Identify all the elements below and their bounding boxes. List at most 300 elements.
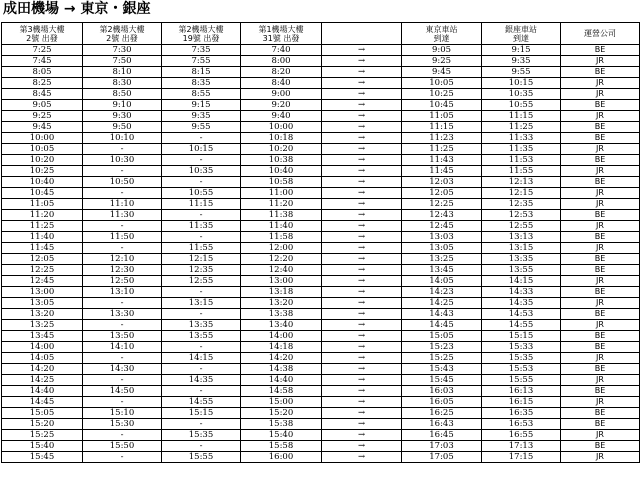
cell-t3-departure: 10:45 [2,188,83,199]
header-t2-gate19: 第2機場大樓 19號 出發 [162,23,241,45]
cell-ginza-arrival: 13:15 [482,243,561,254]
cell-t1-departure: 15:40 [241,430,322,441]
cell-t2-gate19-departure: - [162,386,241,397]
header-row [2,23,640,45]
header-tokyo-station: 東京車站 到達 [402,23,482,45]
table-row [2,199,640,210]
cell-direction-arrow: → [322,177,402,188]
cell-t2-gate2-departure: 10:30 [83,155,162,166]
cell-tokyo-arrival: 12:25 [402,199,482,210]
cell-t1-departure: 11:38 [241,210,322,221]
cell-ginza-arrival: 14:15 [482,276,561,287]
cell-t2-gate2-departure: 8:10 [83,67,162,78]
cell-t2-gate2-departure: 14:30 [83,364,162,375]
cell-tokyo-arrival: 12:05 [402,188,482,199]
cell-t2-gate2-departure: 13:50 [83,331,162,342]
cell-t2-gate19-departure: 15:35 [162,430,241,441]
cell-ginza-arrival: 12:35 [482,199,561,210]
cell-direction-arrow: → [322,430,402,441]
cell-direction-arrow: → [322,375,402,386]
cell-t2-gate19-departure: 8:35 [162,78,241,89]
cell-operator: JR [561,111,640,122]
cell-t3-departure: 15:40 [2,441,83,452]
cell-tokyo-arrival: 16:45 [402,430,482,441]
cell-t1-departure: 10:00 [241,122,322,133]
cell-direction-arrow: → [322,287,402,298]
timetable-body [2,45,640,463]
cell-operator: BE [561,287,640,298]
table-row [2,67,640,78]
header-t2-gate2: 第2機場大樓 2號 出發 [83,23,162,45]
cell-t2-gate19-departure: - [162,232,241,243]
cell-t2-gate2-departure: 11:30 [83,210,162,221]
cell-operator: BE [561,232,640,243]
cell-ginza-arrival: 12:55 [482,221,561,232]
cell-tokyo-arrival: 13:25 [402,254,482,265]
cell-t1-departure: 14:58 [241,386,322,397]
cell-t3-departure: 13:25 [2,320,83,331]
cell-direction-arrow: → [322,265,402,276]
cell-t2-gate19-departure: 15:15 [162,408,241,419]
cell-operator: JR [561,243,640,254]
cell-t2-gate19-departure: 9:55 [162,122,241,133]
cell-t2-gate19-departure: - [162,309,241,320]
cell-ginza-arrival: 16:55 [482,430,561,441]
cell-t2-gate19-departure: 14:35 [162,375,241,386]
cell-t3-departure: 14:05 [2,353,83,364]
cell-t2-gate19-departure: - [162,364,241,375]
cell-direction-arrow: → [322,45,402,56]
cell-tokyo-arrival: 14:05 [402,276,482,287]
cell-ginza-arrival: 13:35 [482,254,561,265]
cell-tokyo-arrival: 15:23 [402,342,482,353]
cell-direction-arrow: → [322,144,402,155]
cell-tokyo-arrival: 16:05 [402,397,482,408]
cell-t2-gate2-departure: 13:10 [83,287,162,298]
cell-direction-arrow: → [322,276,402,287]
cell-direction-arrow: → [322,243,402,254]
cell-operator: BE [561,45,640,56]
table-row [2,276,640,287]
cell-direction-arrow: → [322,100,402,111]
cell-ginza-arrival: 16:53 [482,419,561,430]
cell-tokyo-arrival: 10:05 [402,78,482,89]
cell-t1-departure: 13:40 [241,320,322,331]
cell-ginza-arrival: 11:25 [482,122,561,133]
cell-t3-departure: 9:25 [2,111,83,122]
cell-t3-departure: 14:45 [2,397,83,408]
table-row [2,265,640,276]
cell-tokyo-arrival: 11:23 [402,133,482,144]
cell-operator: BE [561,177,640,188]
cell-t2-gate19-departure: - [162,177,241,188]
cell-tokyo-arrival: 11:25 [402,144,482,155]
cell-t3-departure: 10:25 [2,166,83,177]
cell-ginza-arrival: 10:55 [482,100,561,111]
cell-t1-departure: 12:20 [241,254,322,265]
table-row [2,133,640,144]
cell-t3-departure: 8:25 [2,78,83,89]
table-row [2,375,640,386]
cell-t1-departure: 10:18 [241,133,322,144]
cell-ginza-arrival: 15:35 [482,353,561,364]
cell-direction-arrow: → [322,298,402,309]
cell-t2-gate2-departure: 9:10 [83,100,162,111]
cell-tokyo-arrival: 10:45 [402,100,482,111]
cell-operator: JR [561,430,640,441]
cell-t1-departure: 11:58 [241,232,322,243]
cell-ginza-arrival: 15:33 [482,342,561,353]
header-arrow [322,23,402,45]
cell-t3-departure: 13:00 [2,287,83,298]
cell-t1-departure: 12:00 [241,243,322,254]
cell-ginza-arrival: 13:55 [482,265,561,276]
cell-t2-gate2-departure: 12:30 [83,265,162,276]
cell-operator: JR [561,188,640,199]
cell-t3-departure: 12:45 [2,276,83,287]
table-row [2,419,640,430]
cell-ginza-arrival: 11:55 [482,166,561,177]
cell-operator: JR [561,166,640,177]
cell-operator: BE [561,342,640,353]
cell-operator: BE [561,67,640,78]
cell-ginza-arrival: 14:53 [482,309,561,320]
cell-t1-departure: 13:00 [241,276,322,287]
cell-t3-departure: 10:40 [2,177,83,188]
cell-t1-departure: 14:18 [241,342,322,353]
cell-direction-arrow: → [322,232,402,243]
cell-t1-departure: 10:58 [241,177,322,188]
cell-t1-departure: 14:20 [241,353,322,364]
cell-operator: BE [561,441,640,452]
cell-operator: JR [561,89,640,100]
table-row [2,386,640,397]
table-row [2,144,640,155]
table-row [2,254,640,265]
cell-t3-departure: 8:05 [2,67,83,78]
cell-t2-gate19-departure: 10:35 [162,166,241,177]
cell-t3-departure: 15:05 [2,408,83,419]
cell-t2-gate2-departure: - [83,320,162,331]
cell-t3-departure: 15:45 [2,452,83,463]
cell-t2-gate2-departure: - [83,452,162,463]
cell-operator: BE [561,254,640,265]
cell-t2-gate2-departure: - [83,375,162,386]
cell-direction-arrow: → [322,364,402,375]
cell-operator: BE [561,309,640,320]
table-row [2,177,640,188]
cell-ginza-arrival: 11:35 [482,144,561,155]
table-row [2,56,640,67]
table-row [2,342,640,353]
cell-t2-gate2-departure: - [83,397,162,408]
cell-operator: BE [561,133,640,144]
cell-t2-gate2-departure: - [83,221,162,232]
cell-direction-arrow: → [322,441,402,452]
cell-ginza-arrival: 9:15 [482,45,561,56]
cell-t3-departure: 13:45 [2,331,83,342]
cell-ginza-arrival: 9:35 [482,56,561,67]
cell-direction-arrow: → [322,309,402,320]
cell-t2-gate2-departure: 15:30 [83,419,162,430]
cell-tokyo-arrival: 16:03 [402,386,482,397]
cell-tokyo-arrival: 12:03 [402,177,482,188]
cell-t1-departure: 15:38 [241,419,322,430]
cell-direction-arrow: → [322,56,402,67]
cell-t2-gate19-departure: - [162,210,241,221]
cell-t2-gate2-departure: 12:50 [83,276,162,287]
cell-t2-gate19-departure: - [162,342,241,353]
cell-ginza-arrival: 16:35 [482,408,561,419]
table-row [2,364,640,375]
cell-t1-departure: 10:38 [241,155,322,166]
cell-ginza-arrival: 10:35 [482,89,561,100]
table-row [2,298,640,309]
cell-ginza-arrival: 15:15 [482,331,561,342]
table-row [2,232,640,243]
cell-t2-gate19-departure: - [162,133,241,144]
cell-tokyo-arrival: 14:25 [402,298,482,309]
cell-t1-departure: 9:40 [241,111,322,122]
cell-t3-departure: 9:45 [2,122,83,133]
cell-t2-gate19-departure: 11:55 [162,243,241,254]
cell-t3-departure: 10:05 [2,144,83,155]
table-row [2,408,640,419]
cell-direction-arrow: → [322,199,402,210]
cell-ginza-arrival: 14:35 [482,298,561,309]
cell-t2-gate2-departure: - [83,243,162,254]
cell-t2-gate19-departure: 12:55 [162,276,241,287]
table-row [2,287,640,298]
cell-tokyo-arrival: 11:45 [402,166,482,177]
cell-t3-departure: 15:20 [2,419,83,430]
cell-tokyo-arrival: 9:45 [402,67,482,78]
cell-t1-departure: 8:00 [241,56,322,67]
cell-t2-gate19-departure: 9:15 [162,100,241,111]
table-row [2,441,640,452]
cell-t2-gate2-departure: - [83,353,162,364]
cell-ginza-arrival: 17:13 [482,441,561,452]
cell-t2-gate2-departure: 9:30 [83,111,162,122]
cell-t3-departure: 13:05 [2,298,83,309]
cell-tokyo-arrival: 16:25 [402,408,482,419]
cell-operator: BE [561,155,640,166]
cell-tokyo-arrival: 14:43 [402,309,482,320]
cell-operator: JR [561,78,640,89]
cell-ginza-arrival: 11:15 [482,111,561,122]
table-row [2,89,640,100]
cell-ginza-arrival: 12:13 [482,177,561,188]
cell-ginza-arrival: 12:53 [482,210,561,221]
cell-t1-departure: 14:38 [241,364,322,375]
cell-tokyo-arrival: 15:25 [402,353,482,364]
cell-t2-gate19-departure: 13:35 [162,320,241,331]
cell-t1-departure: 12:40 [241,265,322,276]
cell-ginza-arrival: 13:13 [482,232,561,243]
cell-operator: JR [561,320,640,331]
cell-direction-arrow: → [322,408,402,419]
cell-t2-gate2-departure: 10:10 [83,133,162,144]
table-row [2,221,640,232]
table-row [2,430,640,441]
cell-t2-gate19-departure: 8:55 [162,89,241,100]
cell-direction-arrow: → [322,419,402,430]
cell-t2-gate2-departure: 15:10 [83,408,162,419]
cell-t2-gate19-departure: 7:35 [162,45,241,56]
cell-t3-departure: 15:25 [2,430,83,441]
cell-t3-departure: 7:25 [2,45,83,56]
cell-direction-arrow: → [322,397,402,408]
cell-tokyo-arrival: 17:05 [402,452,482,463]
cell-t1-departure: 16:00 [241,452,322,463]
cell-direction-arrow: → [322,210,402,221]
table-row [2,111,640,122]
cell-tokyo-arrival: 11:43 [402,155,482,166]
cell-direction-arrow: → [322,342,402,353]
cell-t2-gate2-departure: 8:50 [83,89,162,100]
cell-direction-arrow: → [322,111,402,122]
cell-ginza-arrival: 14:55 [482,320,561,331]
cell-t3-departure: 13:20 [2,309,83,320]
cell-direction-arrow: → [322,331,402,342]
cell-operator: BE [561,210,640,221]
table-row [2,353,640,364]
cell-t2-gate19-departure: 11:35 [162,221,241,232]
cell-ginza-arrival: 10:15 [482,78,561,89]
cell-tokyo-arrival: 9:05 [402,45,482,56]
cell-t1-departure: 8:20 [241,67,322,78]
cell-operator: JR [561,276,640,287]
cell-tokyo-arrival: 11:15 [402,122,482,133]
cell-tokyo-arrival: 12:43 [402,210,482,221]
cell-operator: BE [561,386,640,397]
cell-direction-arrow: → [322,188,402,199]
cell-t2-gate19-departure: 12:15 [162,254,241,265]
cell-t2-gate2-departure: 14:50 [83,386,162,397]
cell-t2-gate19-departure: 10:15 [162,144,241,155]
cell-operator: BE [561,122,640,133]
cell-t3-departure: 14:00 [2,342,83,353]
cell-t1-departure: 8:40 [241,78,322,89]
cell-t3-departure: 12:05 [2,254,83,265]
cell-direction-arrow: → [322,133,402,144]
cell-t3-departure: 9:05 [2,100,83,111]
table-row [2,166,640,177]
cell-t3-departure: 14:25 [2,375,83,386]
table-row [2,122,640,133]
cell-t3-departure: 11:20 [2,210,83,221]
cell-t2-gate2-departure: 11:50 [83,232,162,243]
cell-t1-departure: 14:00 [241,331,322,342]
cell-t1-departure: 9:00 [241,89,322,100]
cell-operator: JR [561,452,640,463]
cell-tokyo-arrival: 10:25 [402,89,482,100]
cell-tokyo-arrival: 17:03 [402,441,482,452]
cell-ginza-arrival: 16:13 [482,386,561,397]
cell-t2-gate2-departure: 9:50 [83,122,162,133]
cell-ginza-arrival: 9:55 [482,67,561,78]
header-operator: 運營公司 [561,23,640,45]
cell-t2-gate2-departure: - [83,166,162,177]
table-row [2,397,640,408]
cell-direction-arrow: → [322,155,402,166]
cell-operator: JR [561,144,640,155]
cell-t1-departure: 15:20 [241,408,322,419]
cell-t3-departure: 11:45 [2,243,83,254]
cell-ginza-arrival: 11:53 [482,155,561,166]
cell-t1-departure: 7:40 [241,45,322,56]
cell-direction-arrow: → [322,122,402,133]
cell-direction-arrow: → [322,221,402,232]
cell-t2-gate2-departure: - [83,430,162,441]
cell-operator: JR [561,298,640,309]
cell-t2-gate2-departure: 10:50 [83,177,162,188]
cell-t2-gate2-departure: 12:10 [83,254,162,265]
cell-t2-gate19-departure: 13:15 [162,298,241,309]
cell-t3-departure: 11:40 [2,232,83,243]
page-title: 成田機場 → 東京・銀座 [3,1,151,17]
cell-t2-gate2-departure: - [83,188,162,199]
cell-ginza-arrival: 11:33 [482,133,561,144]
cell-t2-gate19-departure: 10:55 [162,188,241,199]
cell-tokyo-arrival: 11:05 [402,111,482,122]
cell-t2-gate2-departure: 13:30 [83,309,162,320]
cell-operator: JR [561,375,640,386]
table-row [2,78,640,89]
cell-direction-arrow: → [322,254,402,265]
cell-operator: JR [561,397,640,408]
cell-tokyo-arrival: 13:03 [402,232,482,243]
cell-direction-arrow: → [322,452,402,463]
cell-operator: BE [561,419,640,430]
cell-t2-gate19-departure: 7:55 [162,56,241,67]
cell-operator: BE [561,364,640,375]
cell-direction-arrow: → [322,67,402,78]
cell-operator: JR [561,199,640,210]
cell-t3-departure: 10:20 [2,155,83,166]
cell-ginza-arrival: 16:15 [482,397,561,408]
cell-tokyo-arrival: 16:43 [402,419,482,430]
cell-direction-arrow: → [322,166,402,177]
cell-t3-departure: 12:25 [2,265,83,276]
bus-timetable [1,22,640,463]
cell-operator: BE [561,331,640,342]
table-row [2,210,640,221]
cell-t2-gate19-departure: 15:55 [162,452,241,463]
cell-t3-departure: 8:45 [2,89,83,100]
cell-t2-gate19-departure: 14:55 [162,397,241,408]
cell-t2-gate19-departure: - [162,419,241,430]
cell-tokyo-arrival: 14:45 [402,320,482,331]
table-row [2,452,640,463]
table-row [2,100,640,111]
header-t1-gate31: 第1機場大樓 31號 出發 [241,23,322,45]
cell-operator: BE [561,265,640,276]
table-row [2,331,640,342]
cell-t3-departure: 14:40 [2,386,83,397]
cell-t2-gate19-departure: 14:15 [162,353,241,364]
cell-operator: BE [561,100,640,111]
cell-t2-gate19-departure: 8:15 [162,67,241,78]
table-row [2,45,640,56]
cell-t2-gate19-departure: 9:35 [162,111,241,122]
cell-t3-departure: 11:25 [2,221,83,232]
cell-ginza-arrival: 17:15 [482,452,561,463]
cell-ginza-arrival: 15:55 [482,375,561,386]
cell-t1-departure: 15:58 [241,441,322,452]
cell-direction-arrow: → [322,320,402,331]
cell-ginza-arrival: 14:33 [482,287,561,298]
